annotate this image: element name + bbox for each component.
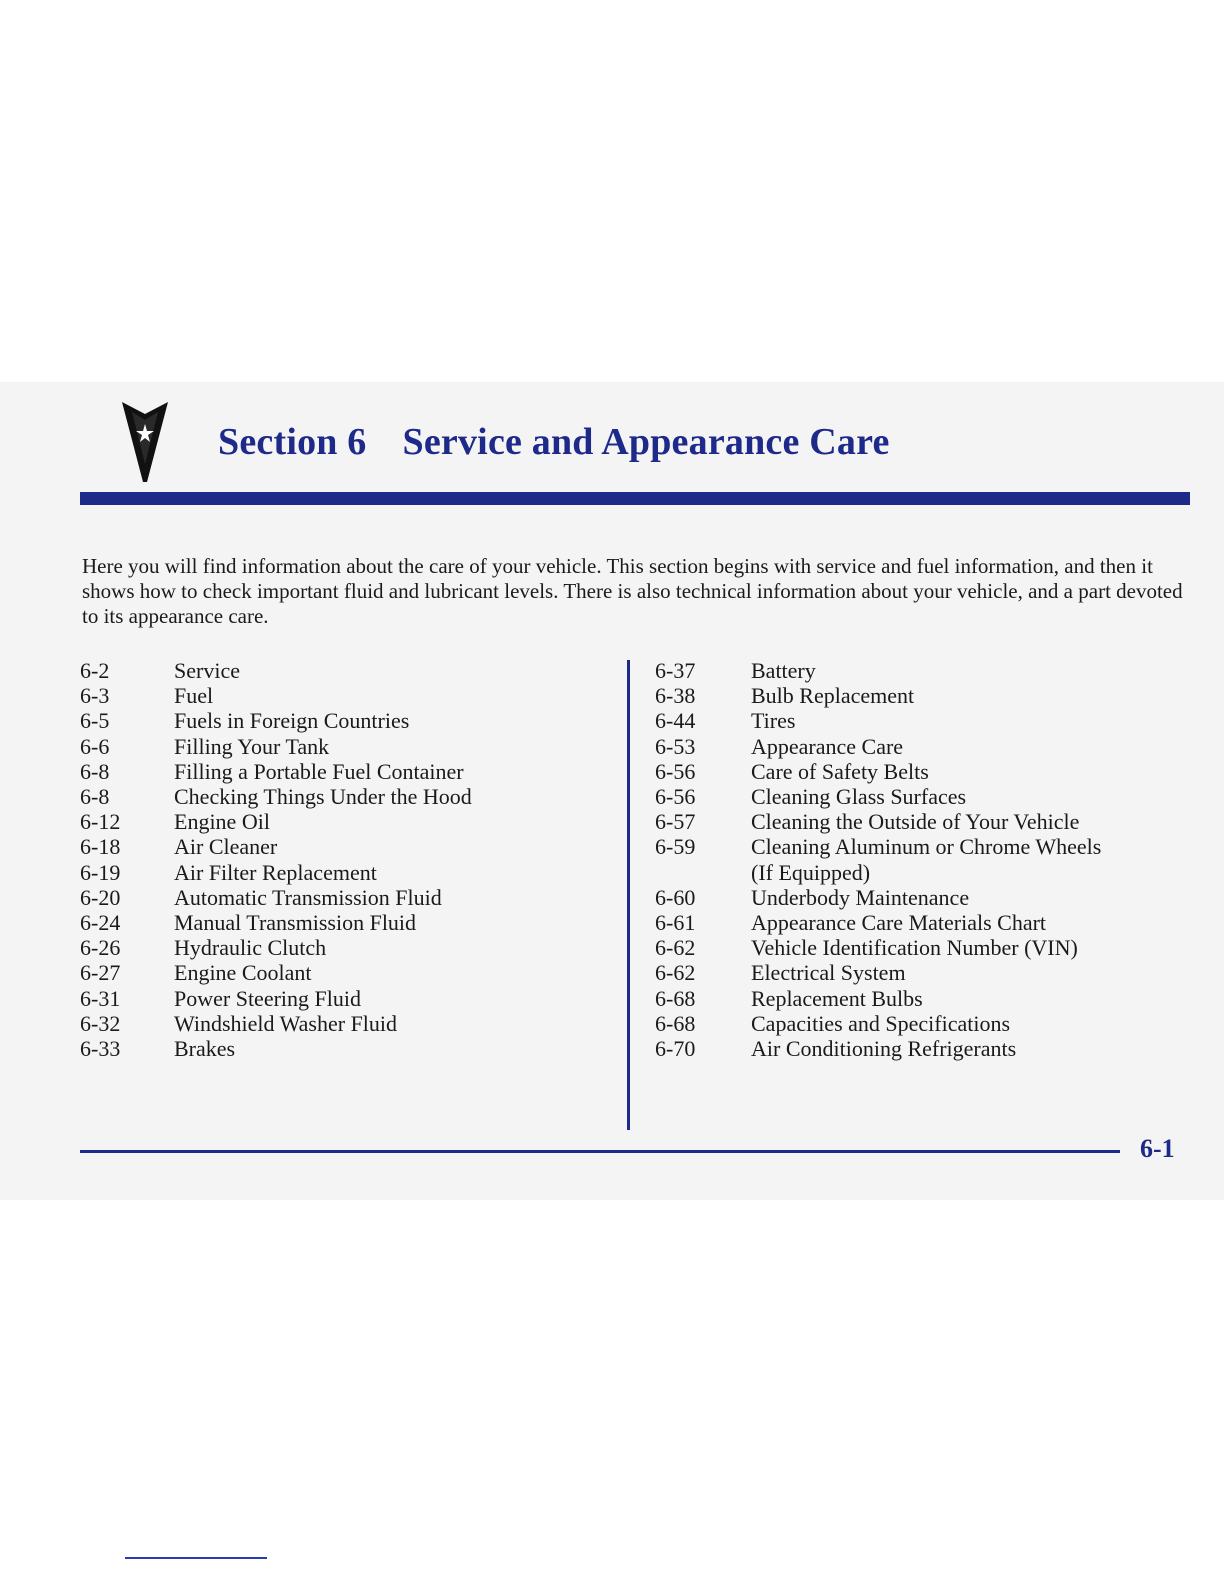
toc-entry xyxy=(80,860,600,885)
toc-page-number: 6-5 xyxy=(80,708,110,734)
toc-entry-title: Battery xyxy=(751,658,816,683)
toc-entry xyxy=(80,986,600,1011)
toc-page-number: 6-68 xyxy=(655,1010,696,1036)
toc-entry xyxy=(655,910,1195,935)
toc-entry-title: Power Steering Fluid xyxy=(174,985,361,1011)
toc-page-number: 6-26 xyxy=(80,935,121,961)
page-number: 6-1 xyxy=(1140,1134,1175,1163)
toc-entry xyxy=(80,734,600,759)
toc-entry xyxy=(80,834,600,859)
toc-page-number: 6-62 xyxy=(655,960,696,986)
toc-page-number: 6-19 xyxy=(80,859,121,885)
toc-entry-title: Air Cleaner xyxy=(174,834,278,860)
toc-entry-title: Capacities and Specifications xyxy=(751,1010,1011,1036)
toc-entry xyxy=(80,784,600,809)
toc-entry xyxy=(80,683,600,708)
toc-entry-title: Bulb Replacement xyxy=(751,683,915,709)
intro-paragraph: Here you will find information about the care of your vehicle. This section begins with service and fuel information, and then it shows how to check important fluid and lubricant levels. There is also technical information about your vehicle, and a part devoted to its appearance care. xyxy=(82,554,1183,628)
toc-page-number: 6-68 xyxy=(655,985,696,1011)
toc-entry-title: Windshield Washer Fluid xyxy=(174,1010,398,1036)
toc-page-number: 6-56 xyxy=(655,758,696,784)
section-title: Service and Appearance Care xyxy=(402,421,890,463)
toc-entry xyxy=(655,708,1195,733)
toc-entry-title: Appearance Care Materials Chart xyxy=(751,910,1047,936)
toc-entry-title: Engine Oil xyxy=(174,809,270,835)
toc-page-number: 6-6 xyxy=(80,733,110,759)
pontiac-arrowhead-icon xyxy=(122,402,168,482)
toc-entry-title: Cleaning Aluminum or Chrome Wheels xyxy=(751,834,1102,860)
toc-entry xyxy=(655,784,1195,809)
toc-entry-title: Filling Your Tank xyxy=(174,733,330,759)
toc-entry xyxy=(655,809,1195,834)
toc-page-number: 6-60 xyxy=(655,884,696,910)
toc-entry xyxy=(80,658,600,683)
footer-rule xyxy=(80,1150,1120,1153)
toc-page-number: 6-70 xyxy=(655,1036,696,1062)
toc-page-number: 6-12 xyxy=(80,809,121,835)
toc-entry xyxy=(80,809,600,834)
toc-page-number: 6-59 xyxy=(655,834,696,860)
toc-right-column xyxy=(655,658,1195,1061)
toc-entry xyxy=(80,1036,600,1061)
toc-entry xyxy=(655,986,1195,1011)
toc-entry xyxy=(80,910,600,935)
toc-entry xyxy=(655,1036,1195,1061)
toc-entry-title: Replacement Bulbs xyxy=(751,985,923,1011)
toc-entry-title: Cleaning Glass Surfaces xyxy=(751,784,967,810)
toc-entry-title: Cleaning the Outside of Your Vehicle xyxy=(751,809,1080,835)
bottom-underline xyxy=(125,1557,267,1559)
toc-entry-title: Manual Transmission Fluid xyxy=(174,910,417,936)
toc-entry-title: Engine Coolant xyxy=(174,960,312,986)
toc-entry-title: Air Filter Replacement xyxy=(174,859,377,885)
toc-page-number: 6-62 xyxy=(655,935,696,961)
toc-entry xyxy=(655,1011,1195,1036)
toc-entry xyxy=(80,885,600,910)
title-rule xyxy=(80,492,1190,505)
toc-entry-title: Filling a Portable Fuel Container xyxy=(174,758,464,784)
toc-entry-title: Brakes xyxy=(174,1036,236,1062)
toc-entry xyxy=(655,960,1195,985)
toc-entry xyxy=(80,708,600,733)
toc-entry-title: Tires xyxy=(751,708,796,734)
page-title xyxy=(218,420,890,464)
toc-page-number: 6-24 xyxy=(80,910,121,936)
column-divider xyxy=(627,660,630,1130)
toc-entry-title: Fuel xyxy=(174,683,214,709)
toc-entry xyxy=(655,834,1195,859)
toc-page-number: 6-57 xyxy=(655,809,696,835)
toc-entry-title: Electrical System xyxy=(751,960,906,986)
toc-page-number: 6-37 xyxy=(655,658,696,683)
toc-entry xyxy=(655,860,1195,885)
toc-page-number: 6-61 xyxy=(655,910,696,936)
toc-entry xyxy=(655,935,1195,960)
toc-entry xyxy=(655,658,1195,683)
toc-entry-title: Vehicle Identification Number (VIN) xyxy=(751,935,1078,961)
toc-entry-title: Care of Safety Belts xyxy=(751,758,929,784)
toc-page-number: 6-20 xyxy=(80,884,121,910)
toc-page-number: 6-8 xyxy=(80,758,110,784)
toc-entry-title: Checking Things Under the Hood xyxy=(174,784,472,810)
toc-entry xyxy=(655,885,1195,910)
toc-page-number: 6-3 xyxy=(80,683,110,709)
toc-page-number: 6-27 xyxy=(80,960,121,986)
toc-page-number: 6-31 xyxy=(80,985,121,1011)
toc-entry xyxy=(655,759,1195,784)
toc-entry-title: Air Conditioning Refrigerants xyxy=(751,1036,1017,1062)
toc-page-number: 6-33 xyxy=(80,1036,121,1062)
toc-page-number: 6-2 xyxy=(80,658,110,683)
toc-entry xyxy=(80,759,600,784)
toc-entry-title: Service xyxy=(174,658,240,683)
toc-page-number: 6-18 xyxy=(80,834,121,860)
toc-page-number xyxy=(655,860,751,885)
toc-entry-title: Hydraulic Clutch xyxy=(174,935,327,961)
toc-entry-title: Fuels in Foreign Countries xyxy=(174,708,410,734)
toc-left-column xyxy=(80,658,600,1061)
toc-page-number: 6-32 xyxy=(80,1010,121,1036)
toc-page-number: 6-44 xyxy=(655,708,696,734)
toc-page-number: 6-53 xyxy=(655,733,696,759)
toc-page-number: 6-56 xyxy=(655,784,696,810)
toc-entry-title: (If Equipped) xyxy=(751,859,871,885)
toc-page-number: 6-38 xyxy=(655,683,696,709)
toc-entry xyxy=(80,1011,600,1036)
toc-entry-title: Underbody Maintenance xyxy=(751,884,970,910)
toc-page-number: 6-8 xyxy=(80,784,110,810)
toc-entry xyxy=(80,935,600,960)
section-number: Section 6 xyxy=(218,421,367,463)
toc-entry xyxy=(80,960,600,985)
toc-entry-title: Appearance Care xyxy=(751,733,904,759)
toc-entry-title: Automatic Transmission Fluid xyxy=(174,884,442,910)
toc-entry xyxy=(655,683,1195,708)
toc-entry xyxy=(655,734,1195,759)
